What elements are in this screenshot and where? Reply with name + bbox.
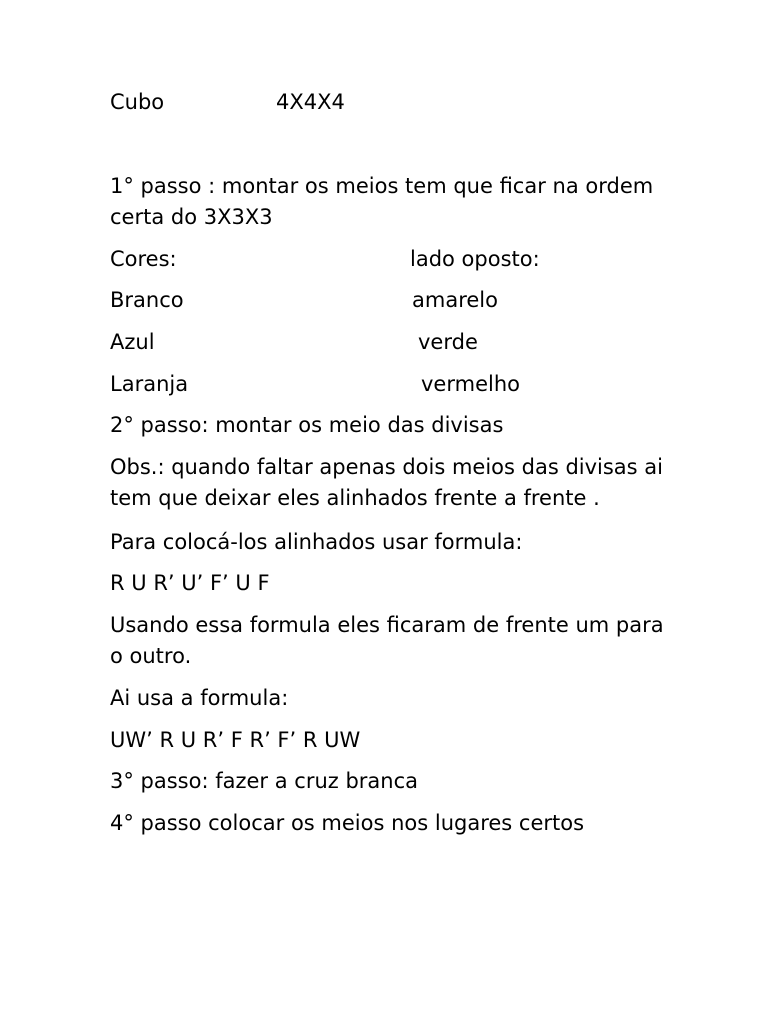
document-title-value: 4X4X4: [276, 90, 345, 114]
color-row-3-opposite: vermelho: [421, 372, 520, 396]
obs-text: Obs.: quando faltar apenas dois meios das divisas ai tem que deixar eles alinhados frente a frente .: [110, 455, 663, 510]
color-row-1-opposite: amarelo: [412, 288, 498, 312]
color-row-2-name: Azul: [110, 330, 155, 354]
color-row-2-opposite: verde: [418, 330, 478, 354]
step-1-text: 1° passo : montar os meios tem que ficar na ordem certa do 3X3X3: [110, 174, 654, 229]
colors-header-right: lado oposto:: [410, 247, 540, 271]
colors-header-left: Cores:: [110, 247, 177, 271]
formula-2: UW’ R U R’ F R’ F’ R UW: [110, 728, 361, 752]
document-title-label: Cubo: [110, 90, 165, 114]
step-4-text: 4° passo colocar os meios nos lugares certos: [110, 811, 585, 835]
formula-intro-text: Para colocá-los alinhados usar formula:: [110, 530, 523, 554]
color-row-1-name: Branco: [110, 288, 184, 312]
formula-1: R U R’ U’ F’ U F: [110, 571, 270, 595]
formula-2-intro: Ai usa a formula:: [110, 686, 289, 710]
step-3-text: 3° passo: fazer a cruz branca: [110, 769, 419, 793]
formula-1-result: Usando essa formula eles ficaram de frente um para o outro.: [110, 613, 664, 668]
color-row-3-name: Laranja: [110, 372, 189, 396]
step-2-text: 2° passo: montar os meio das divisas: [110, 413, 504, 437]
